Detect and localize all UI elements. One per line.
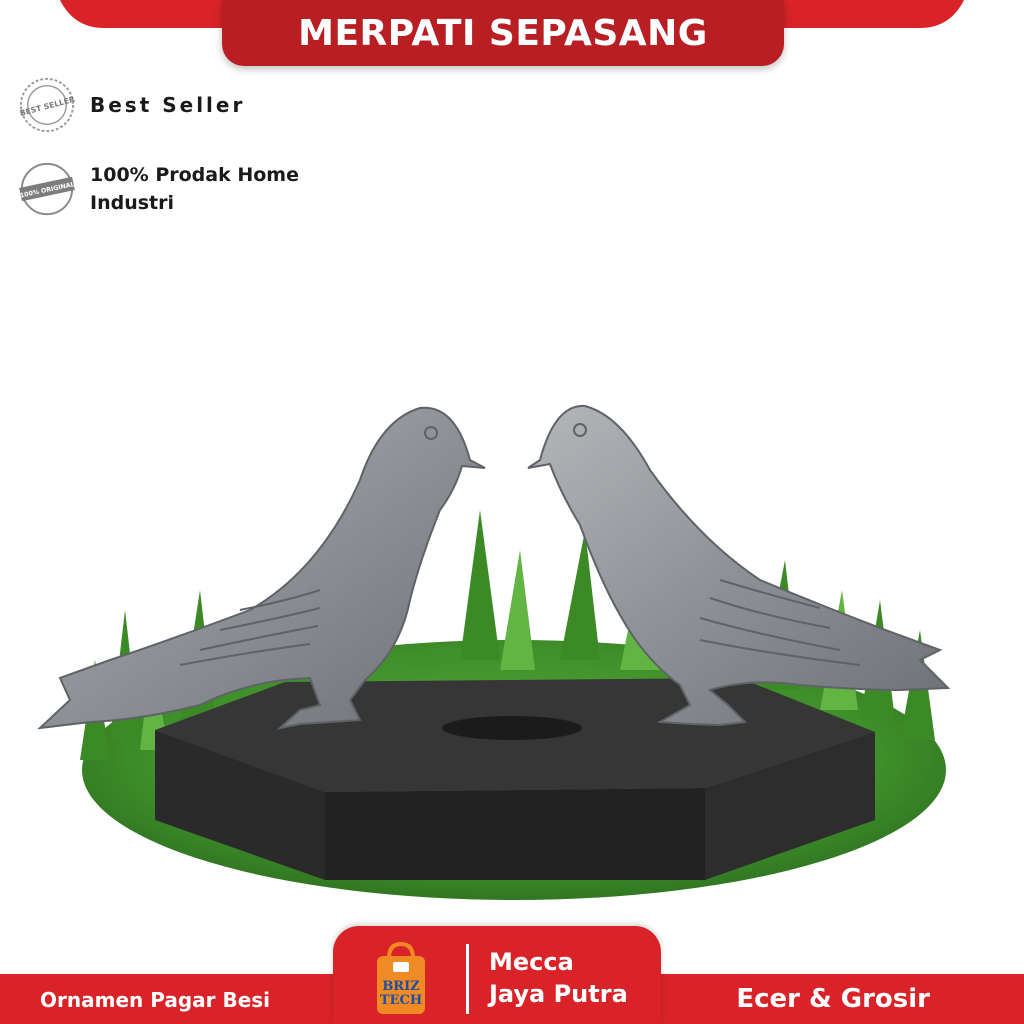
- title-banner: [222, 0, 784, 66]
- store-name-line1: Mecca: [489, 948, 574, 976]
- store-name: [489, 946, 628, 1010]
- store-name-line2: Jaya Putra: [489, 980, 628, 1008]
- original-badge: [18, 160, 350, 218]
- seal-text: BEST SELLER: [18, 94, 76, 118]
- logo-text-bottom: TECH: [379, 993, 423, 1008]
- shopping-bag-logo-icon: [371, 938, 431, 1018]
- best-seller-seal-icon: [18, 76, 76, 134]
- logo-text-top: BRIZ: [382, 979, 420, 994]
- divider: [466, 944, 469, 1014]
- footer-sales-label: Ecer & Grosir: [736, 984, 930, 1014]
- best-seller-badge: [18, 76, 245, 134]
- page-title: MERPATI SEPASANG: [298, 12, 708, 54]
- best-seller-label: Best Seller: [90, 93, 246, 117]
- product-image: [0, 360, 1024, 920]
- pedestal: [155, 678, 875, 880]
- footer-category-label: Ornamen Pagar Besi: [40, 988, 271, 1012]
- original-seal-icon: [18, 160, 76, 218]
- store-tab: [333, 926, 661, 1024]
- original-label: 100% Prodak Home Industri: [90, 164, 299, 214]
- seal-text: 100% ORIGINAL: [19, 181, 76, 200]
